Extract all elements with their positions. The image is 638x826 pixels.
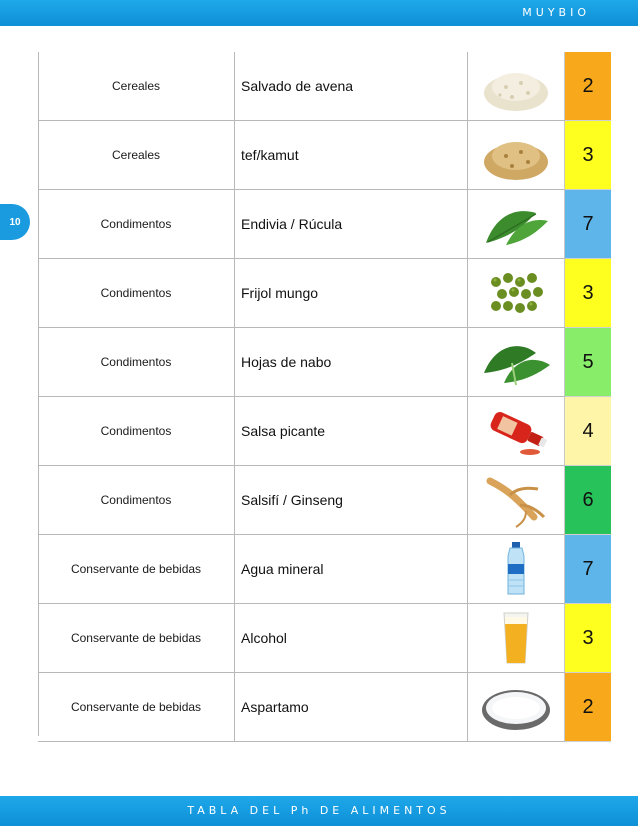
food-name-cell: Frijol mungo xyxy=(235,259,468,328)
category-cell: Conservante de bebidas xyxy=(38,535,235,604)
table-row xyxy=(38,673,611,742)
ph-value-cell: 7 xyxy=(565,190,612,259)
food-name-cell: Endivia / Rúcula xyxy=(235,190,468,259)
sweetener-dish-icon xyxy=(468,673,565,742)
bottom-banner xyxy=(0,796,638,826)
footer-title: TABLA DEL Ph DE ALIMENTOS xyxy=(187,804,451,817)
category-cell: Conservante de bebidas xyxy=(38,673,235,742)
table-row xyxy=(38,259,611,328)
category-cell: Condimentos xyxy=(38,259,235,328)
ph-value-cell: 3 xyxy=(565,259,612,328)
hot-sauce-icon xyxy=(468,397,565,466)
oat-bran-icon xyxy=(468,52,565,121)
beer-glass-icon xyxy=(468,604,565,673)
table-row xyxy=(38,466,611,535)
table-row xyxy=(38,397,611,466)
brand-label: MUYBIO xyxy=(522,6,590,19)
table-row xyxy=(38,52,611,121)
ginseng-root-icon xyxy=(468,466,565,535)
turnip-greens-icon xyxy=(468,328,565,397)
category-cell: Conservante de bebidas xyxy=(38,604,235,673)
food-name-cell: Salvado de avena xyxy=(235,52,468,121)
ph-value-cell: 4 xyxy=(565,397,612,466)
category-cell: Condimentos xyxy=(38,328,235,397)
page-number: 10 xyxy=(9,216,21,228)
category-cell: Cereales xyxy=(38,121,235,190)
food-name-cell: Salsa picante xyxy=(235,397,468,466)
grain-pile-icon xyxy=(468,121,565,190)
food-name-cell: Agua mineral xyxy=(235,535,468,604)
table-row xyxy=(38,535,611,604)
ph-value-cell: 5 xyxy=(565,328,612,397)
category-cell: Condimentos xyxy=(38,190,235,259)
category-cell: Cereales xyxy=(38,52,235,121)
food-name-cell: Alcohol xyxy=(235,604,468,673)
ph-value-cell: 2 xyxy=(565,52,612,121)
water-bottle-icon xyxy=(468,535,565,604)
food-ph-table xyxy=(38,52,611,742)
ph-value-cell: 2 xyxy=(565,673,612,742)
food-name-cell: Hojas de nabo xyxy=(235,328,468,397)
page-number-tab xyxy=(0,204,30,240)
ph-value-cell: 6 xyxy=(565,466,612,535)
ph-value-cell: 7 xyxy=(565,535,612,604)
leafy-greens-icon xyxy=(468,190,565,259)
mung-beans-icon xyxy=(468,259,565,328)
table-row xyxy=(38,121,611,190)
food-name-cell: tef/kamut xyxy=(235,121,468,190)
food-name-cell: Aspartamo xyxy=(235,673,468,742)
category-cell: Condimentos xyxy=(38,397,235,466)
table-row xyxy=(38,190,611,259)
category-cell: Condimentos xyxy=(38,466,235,535)
table-row xyxy=(38,604,611,673)
ph-value-cell: 3 xyxy=(565,604,612,673)
food-name-cell: Salsifí / Ginseng xyxy=(235,466,468,535)
ph-value-cell: 3 xyxy=(565,121,612,190)
top-banner xyxy=(0,0,638,26)
table-row xyxy=(38,328,611,397)
